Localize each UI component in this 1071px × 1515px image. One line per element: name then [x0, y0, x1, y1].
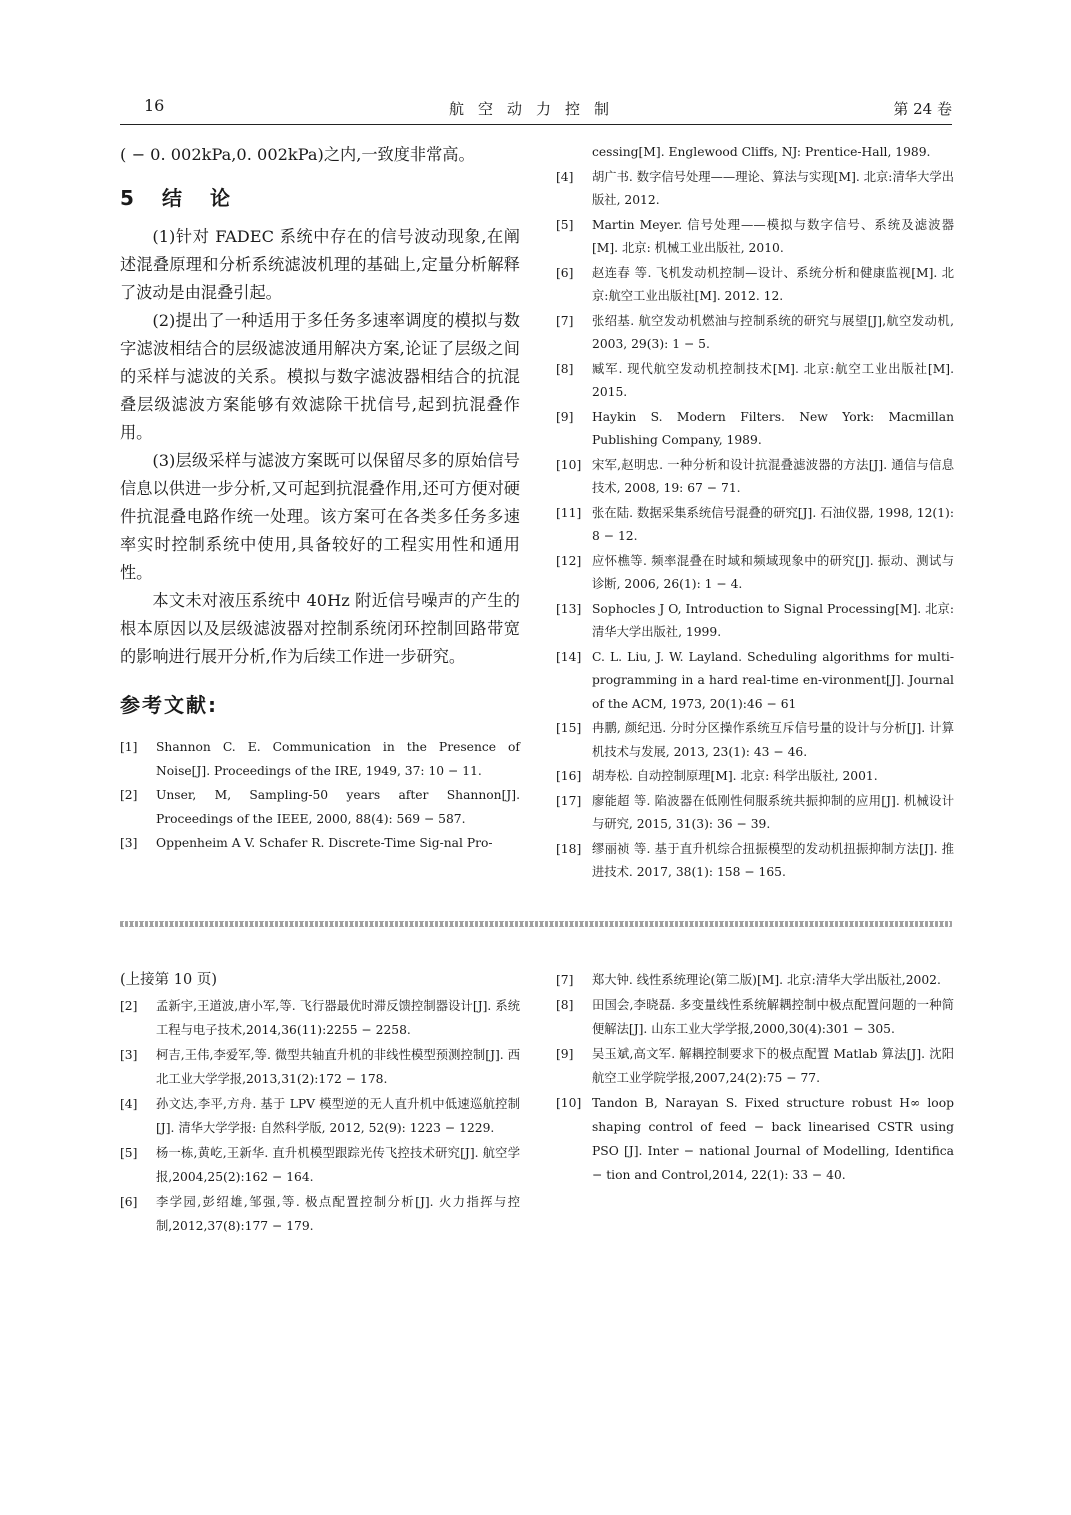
reference-text: 吴玉斌,高文军. 解耦控制要求下的极点配置 Matlab 算法[J]. 沈阳航空工业学院学报,2007,24(2):75 − 77.	[592, 1047, 954, 1085]
volume-label: 第 24 卷	[893, 100, 952, 118]
reference-number: [15]	[556, 721, 582, 735]
header-rule	[120, 124, 952, 125]
section-number: 5	[120, 186, 134, 210]
reference-number: [5]	[120, 1146, 138, 1160]
continued-references-right	[556, 968, 954, 1188]
section-title: 结论	[162, 186, 258, 210]
reference-text: 胡广书. 数字信号处理——理论、算法与实现[M]. 北京:清华大学出版社, 2012.	[592, 169, 954, 207]
reference-number: [3]	[120, 1048, 138, 1062]
reference-item	[556, 310, 954, 357]
reference-item	[556, 968, 954, 992]
section-divider	[120, 921, 952, 927]
reference-text: Tandon B, Narayan S. Fixed structure robust H∞ loop shaping control of feed − back linearised CSTR using PSO [J]. Inter − national Journal of Modelling, Identifica − tion and Control,2014, 22(1): 33 − 40.	[592, 1096, 954, 1182]
reference-number: [8]	[556, 361, 574, 376]
section-heading	[120, 183, 520, 213]
reference-number: [6]	[556, 265, 574, 280]
reference-text: 柯吉,王伟,李爱军,等. 微型共轴直升机的非线性模型预测控制[J]. 西北工业大学学报,2013,31(2):172 − 178.	[156, 1048, 520, 1086]
continued-references-left	[120, 968, 520, 1239]
reference-item	[556, 406, 954, 453]
reference-text: 郑大钟. 线性系统理论(第二版)[M]. 北京:清华大学出版社,2002.	[592, 973, 941, 987]
reference-item	[120, 832, 520, 856]
left-column	[120, 141, 520, 857]
conclusion-paragraph-2: (2)提出了一种适用于多任务多速率调度的模拟与数字滤波相结合的层级滤波通用解决方案,论证了层级之间的采样与滤波的关系。模拟与数字滤波器相结合的抗混叠层级滤波方案能够有效滤除干扰信号,起到抗混叠作用。	[120, 311, 520, 442]
reference-text: 冉鹏, 颜纪迅. 分时分区操作系统互斥信号量的设计与分析[J]. 计算机技术与发展, 2013, 23(1): 43 − 46.	[592, 721, 954, 759]
reference-number: [10]	[556, 457, 582, 472]
reference-item	[120, 1190, 520, 1238]
reference-text: 赵连春 等. 飞机发动机控制—设计、系统分析和健康监视[M]. 北京:航空工业出版社[M]. 2012. 12.	[592, 265, 954, 303]
reference-number: [1]	[120, 740, 138, 754]
reference-text: 张绍基. 航空发动机燃油与控制系统的研究与展望[J],航空发动机, 2003, 29(3): 1 − 5.	[592, 313, 954, 351]
reference-number: [4]	[120, 1097, 138, 1111]
reference-number: [13]	[556, 601, 582, 616]
reference-number: [7]	[556, 313, 574, 328]
reference-text: 廖能超 等. 陷波器在低刚性伺服系统共振抑制的应用[J]. 机械设计与研究, 2015, 31(3): 36 − 39.	[592, 793, 954, 831]
reference-text: 宋军,赵明忠. 一种分析和设计抗混叠滤波器的方法[J]. 通信与信息技术, 2008, 19: 67 − 71.	[592, 457, 954, 495]
reference-text: 胡寿松. 自动控制原理[M]. 北京: 科学出版社, 2001.	[592, 769, 878, 783]
reference-number: [2]	[120, 788, 138, 802]
reference-item	[556, 214, 954, 261]
reference-text: 田国会,李晓磊. 多变量线性系统解耦控制中极点配置问题的一种简便解法[J]. 山东工业大学学报,2000,30(4):301 − 305.	[592, 998, 954, 1036]
reference-item	[556, 1091, 954, 1187]
reference-item	[120, 994, 520, 1042]
reference-number: [5]	[556, 217, 574, 232]
journal-title: 航空动力控制	[448, 100, 623, 118]
reference-number: [11]	[556, 505, 582, 520]
reference-item	[556, 502, 954, 549]
reference-text: Unser, M, Sampling-50 years after Shannon[J]. Proceedings of the IEEE, 2000, 88(4): 569 − 587.	[156, 788, 520, 826]
reference-number: [6]	[120, 1195, 138, 1209]
reference-text: C. L. Liu, J. W. Layland. Scheduling algorithms for multi-programming in a hard real-time en-vironment[J]. Journal of the ACM, 1973, 20(1):46 − 61	[592, 649, 954, 711]
reference-number: [16]	[556, 769, 582, 783]
reference-item	[556, 1042, 954, 1090]
reference-number: [9]	[556, 409, 574, 424]
reference-text: 缪丽祯 等. 基于直升机综合扭振模型的发动机扭振抑制方法[J]. 推进技术. 2017, 38(1): 158 − 165.	[592, 841, 954, 879]
reference-text: Martin Meyer. 信号处理——模拟与数字信号、系统及滤波器[M]. 北京: 机械工业出版社, 2010.	[592, 217, 954, 255]
reference-list-left	[120, 736, 520, 856]
reference-item	[556, 838, 954, 885]
reference-number: [12]	[556, 553, 582, 568]
reference-text: 臧军. 现代航空发动机控制技术[M]. 北京:航空工业出版社[M]. 2015.	[592, 361, 954, 399]
reference-item	[556, 166, 954, 213]
reference-number: [18]	[556, 841, 582, 856]
reference-item	[120, 784, 520, 831]
reference-list-right	[556, 141, 954, 885]
reference-number: [8]	[556, 998, 574, 1012]
reference-number: [14]	[556, 649, 582, 664]
reference-number: [3]	[120, 836, 138, 850]
reference-number: [9]	[556, 1047, 574, 1061]
reference-item	[120, 1043, 520, 1091]
conclusion-paragraph-4: 本文未对液压系统中 40Hz 附近信号噪声的产生的根本原因以及层级滤波器对控制系统闭环控制回路带宽的影响进行展开分析,作为后续工作进一步研究。	[120, 591, 520, 666]
references-heading: 参考文献:	[120, 693, 218, 717]
reference-text: Haykin S. Modern Filters. New York: Macmillan Publishing Company, 1989.	[592, 409, 954, 447]
continued-from-label: (上接第 10 页)	[120, 972, 217, 988]
reference-item	[556, 993, 954, 1041]
conclusion-paragraph-3: (3)层级采样与滤波方案既可以保留尽多的原始信号信息以供进一步分析,又可起到抗混叠作用,还可方便对硬件抗混叠电路作统一处理。该方案可在各类多任务多速率实时控制系统中使用,具备较好的工程实用性和通用性。	[120, 451, 520, 582]
reference-number: [17]	[556, 793, 582, 808]
reference-item	[120, 1092, 520, 1140]
reference-text: 孟新宇,王道波,唐小军,等. 飞行器最优时滞反馈控制器设计[J]. 系统工程与电子技术,2014,36(11):2255 − 2258.	[156, 999, 520, 1037]
reference-text: Sophocles J O, Introduction to Signal Processing[M]. 北京: 清华大学出版社, 1999.	[592, 601, 954, 639]
reference-number: [7]	[556, 973, 574, 987]
reference-text: 杨一栋,黄屹,王新华. 直升机模型跟踪光传飞控技术研究[J]. 航空学报,2004,25(2):162 − 164.	[156, 1146, 520, 1184]
reference-continuation	[556, 141, 954, 165]
running-header	[120, 96, 952, 120]
reference-number: [2]	[120, 999, 138, 1013]
page-number: 16	[144, 96, 165, 115]
reference-item	[556, 717, 954, 764]
reference-item	[120, 736, 520, 783]
reference-text: Oppenheim A V. Schafer R. Discrete-Time Sig-nal Pro-	[156, 836, 493, 850]
reference-item	[556, 358, 954, 405]
reference-item	[556, 790, 954, 837]
right-column	[556, 141, 954, 886]
reference-number: [10]	[556, 1096, 582, 1110]
reference-item	[556, 765, 954, 789]
carryover-line: ( − 0. 002kPa,0. 002kPa)之内,一致度非常高。	[120, 145, 475, 164]
reference-text: cessing[M]. Englewood Cliffs, NJ: Prentice-Hall, 1989.	[592, 145, 931, 159]
reference-item	[556, 598, 954, 645]
reference-text: Shannon C. E. Communication in the Presence of Noise[J]. Proceedings of the IRE, 1949, 37: 10 − 11.	[156, 740, 520, 778]
reference-number: [4]	[556, 169, 574, 184]
reference-item	[556, 646, 954, 717]
reference-text: 李学园,彭绍雄,邹强,等. 极点配置控制分析[J]. 火力指挥与控制,2012,37(8):177 − 179.	[156, 1195, 520, 1233]
conclusion-paragraph-1: (1)针对 FADEC 系统中存在的信号波动现象,在阐述混叠原理和分析系统滤波机理的基础上,定量分析解释了波动是由混叠引起。	[120, 227, 520, 302]
reference-item	[556, 550, 954, 597]
reference-item	[556, 454, 954, 501]
reference-text: 张在陆. 数据采集系统信号混叠的研究[J]. 石油仪器, 1998, 12(1): 8 − 12.	[592, 505, 954, 543]
reference-item	[556, 262, 954, 309]
reference-text: 应怀樵等. 频率混叠在时域和频域现象中的研究[J]. 振动、测试与诊断, 2006, 26(1): 1 − 4.	[592, 553, 954, 591]
reference-item	[120, 1141, 520, 1189]
reference-text: 孙文达,李平,方舟. 基于 LPV 模型逆的无人直升机中低速巡航控制[J]. 清华大学学报: 自然科学版, 2012, 52(9): 1223 − 1229.	[156, 1097, 520, 1135]
